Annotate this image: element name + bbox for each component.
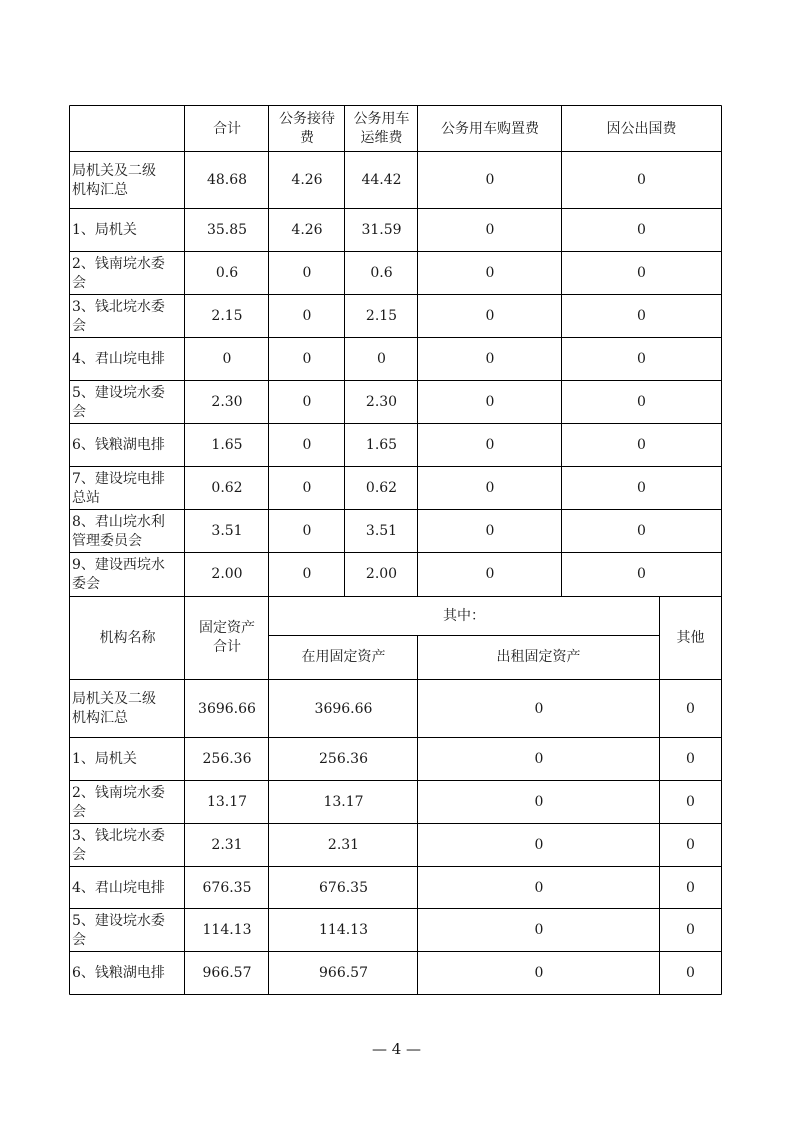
- table2-cell: 13.17: [323, 794, 364, 810]
- table2-cell: 0: [534, 922, 544, 938]
- table2-cell: 0: [534, 837, 544, 853]
- table1-cell: 0.6: [370, 265, 393, 281]
- table1-cell: 0: [302, 480, 312, 496]
- table1-cell: 2.00: [211, 566, 243, 582]
- table2-cell: 0: [686, 794, 695, 810]
- table2-header-group: 其中：: [443, 607, 485, 624]
- table1-cell: 0: [637, 222, 646, 238]
- table2-cell: 13.17: [206, 794, 248, 810]
- table2-row-label: 6、钱粮湖电排: [72, 964, 165, 981]
- table1-cell: 0: [485, 437, 495, 453]
- table1-cell: 0: [302, 437, 312, 453]
- table2-row-label: 3、钱北垸水委 会: [72, 827, 165, 863]
- table1-cell: 2.30: [211, 394, 243, 410]
- table1-header-cell: 合计: [213, 120, 241, 137]
- table1-cell: 2.00: [365, 566, 398, 582]
- table1-cell: 2.30: [365, 394, 398, 410]
- table2-cell: 114.13: [202, 922, 252, 938]
- table1-row-label: 5、建设垸水委 会: [72, 384, 165, 420]
- table1-cell: 0: [637, 172, 646, 188]
- table2-cell: 0: [534, 879, 544, 896]
- table1-cell: 0: [485, 394, 495, 410]
- table1-cell: 0: [637, 394, 646, 410]
- table2-row-label: 1、局机关: [72, 751, 137, 767]
- table1-cell: 0: [222, 351, 232, 367]
- table1-cell: 0: [637, 437, 646, 453]
- table2-cell: 256.36: [202, 751, 252, 767]
- page-number: — 4 —: [371, 1040, 422, 1058]
- table1-cell: 0: [485, 523, 495, 539]
- table1-row-label: 9、建设西垸水 委会: [72, 556, 165, 592]
- table1-cell: 3.51: [365, 523, 398, 539]
- table2-cell: 3696.66: [314, 700, 373, 717]
- table2-cell: 676.35: [202, 879, 252, 896]
- table2-row-label: 局机关及二级 机构汇总: [72, 691, 156, 726]
- table1-row-label: 3、钱北垸水委 会: [72, 298, 165, 334]
- table2-cell: 0: [534, 700, 544, 717]
- table2-cell: 0: [686, 964, 695, 981]
- table2-header-in-use: 在用固定资产: [301, 649, 386, 665]
- table2-cell: 0: [686, 879, 695, 896]
- table2-header-other: 其他: [676, 629, 705, 646]
- table1-cell: 0: [485, 222, 495, 238]
- table2-cell: 0: [534, 964, 544, 981]
- table1-cell: 2.15: [365, 308, 398, 324]
- table1-cell: 48.68: [206, 172, 248, 188]
- table1-cell: 0: [377, 351, 386, 367]
- table2-cell: 0: [686, 837, 695, 853]
- table1-cell: 0: [485, 480, 495, 496]
- table2-cell: 966.57: [319, 964, 368, 981]
- table1-cell: 3.51: [211, 523, 243, 539]
- table1-row-label: 2、钱南垸水委 会: [72, 255, 165, 291]
- table1-cell: 31.59: [361, 222, 402, 238]
- table2-cell: 2.31: [327, 837, 360, 853]
- table2-cell: 256.36: [319, 751, 368, 767]
- table1-cell: 0: [302, 523, 312, 539]
- table1-cell: 0: [637, 523, 646, 539]
- table1-row-label: 4、君山垸电排: [72, 351, 165, 367]
- table1-cell: 0: [485, 351, 495, 367]
- table2-cell: 966.57: [202, 964, 252, 981]
- table1-cell: 0: [485, 308, 495, 324]
- table2-cell: 114.13: [319, 922, 368, 938]
- table2-cell: 676.35: [319, 879, 368, 896]
- table2-cell: 0: [686, 751, 695, 767]
- table2-row-label: 4、君山垸电排: [72, 879, 165, 896]
- table2-cell: 0: [686, 922, 695, 938]
- table1-cell: 0: [302, 566, 312, 582]
- table1-cell: 0: [302, 265, 312, 281]
- table1-cell: 44.42: [361, 172, 402, 188]
- table1-header-cell: 公务接待 费: [279, 111, 335, 146]
- table2-cell: 2.31: [211, 837, 243, 853]
- table1-cell: 0: [485, 172, 495, 188]
- table1-cell: 0: [637, 566, 646, 582]
- table1-cell: 0: [302, 351, 312, 367]
- table2-header-total: 固定资产 合计: [199, 620, 255, 655]
- table1-cell: 0.6: [215, 265, 239, 281]
- table1-cell: 2.15: [211, 308, 243, 324]
- table2-cell: 3696.66: [198, 700, 256, 717]
- table1-cell: 0: [637, 480, 646, 496]
- table1-header-cell: 公务用车购置费: [441, 120, 539, 137]
- table1-cell: 4.26: [291, 172, 323, 188]
- table1-row-label: 1、局机关: [72, 222, 137, 238]
- table1-cell: 0: [637, 308, 646, 324]
- table2-row-label: 2、钱南垸水委 会: [72, 784, 165, 820]
- table2-header-rented: 出租固定资产: [496, 649, 581, 665]
- table1-header-cell: 公务用车 运维费: [353, 111, 410, 146]
- table2-cell: 0: [534, 794, 544, 810]
- table1-row-label: 6、钱粮湖电排: [72, 437, 165, 453]
- table1-cell: 0.62: [365, 480, 398, 496]
- table1-cell: 1.65: [211, 437, 243, 453]
- table1-header-cell: 因公出国费: [606, 120, 677, 137]
- table1-cell: 0: [302, 308, 312, 324]
- table1-row-label: 局机关及二级 机构汇总: [72, 162, 156, 198]
- table1-cell: 0.62: [211, 480, 243, 496]
- table1-cell: 0: [302, 394, 312, 410]
- table2-row-label: 5、建设垸水委 会: [72, 912, 165, 948]
- table1-cell: 0: [485, 566, 495, 582]
- table2-header-name: 机构名称: [99, 629, 156, 646]
- table1-cell: 1.65: [365, 437, 398, 453]
- table1-cell: 35.85: [206, 222, 248, 238]
- table1-cell: 4.26: [291, 222, 323, 238]
- table1-cell: 0: [637, 351, 646, 367]
- table1-cell: 0: [637, 265, 646, 281]
- table1-header-cell: [70, 106, 185, 152]
- table1-cell: 0: [485, 265, 495, 281]
- table2-cell: 0: [534, 751, 544, 767]
- table1-row-label: 7、建设垸电排 总站: [72, 470, 165, 506]
- table2-cell: 0: [686, 700, 695, 717]
- table1-row-label: 8、君山垸水利 管理委员会: [72, 513, 165, 549]
